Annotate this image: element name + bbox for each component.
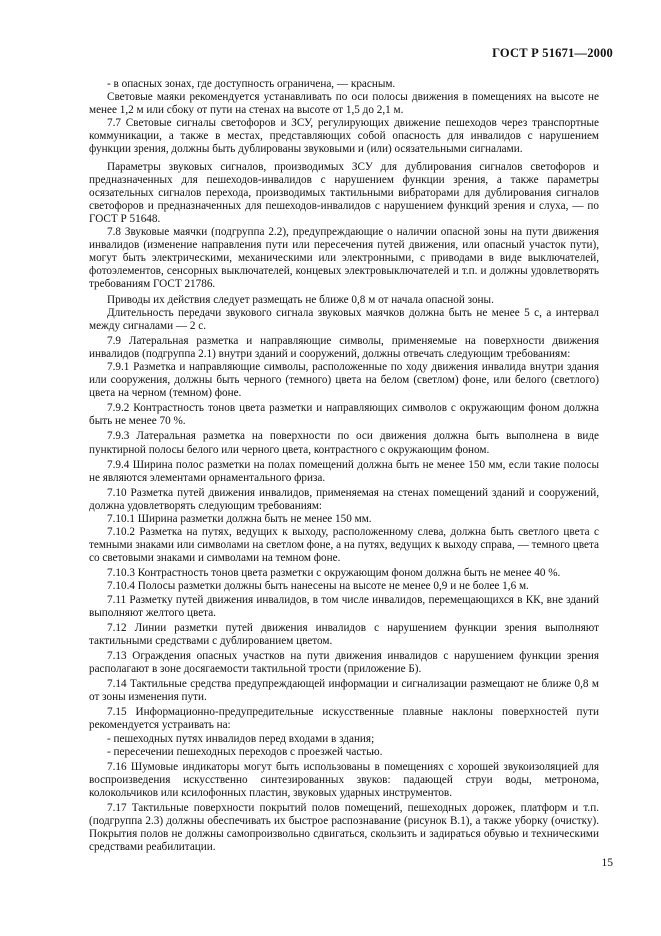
paragraph: Параметры звуковых сигналов, производимых ЗСУ для дублирования сигналов светофоров и предназначенных для пешеходов-инвалидов с нарушением функции зрения, а также параметры осязательных сигналов перехода, производимых тактильными вибраторами для дублирования сигналов светофоров и предназначенных для пешеходов-инвалидов с нарушением функций зрения и слуха, — по ГОСТ Р 51648. xyxy=(89,160,599,225)
page-number: 15 xyxy=(601,857,613,869)
paragraph: - в опасных зонах, где доступность ограничена, — красным. xyxy=(107,78,396,90)
paragraph: 7.10.3 Контрастность тонов цвета разметки с окружающим фоном должна быть не менее 40 %. xyxy=(107,567,561,580)
paragraph: 7.9.1 Разметка и направляющие символы, расположенные по ходу движения инвалида внутри здания или сооружения, должны быть черного (темного) цвета на белом (светлом) фоне, или белого (светлого) цвета на черном (темном) фоне. xyxy=(89,360,599,400)
paragraph: 7.8 Звуковые маячки (подгруппа 2.2), предупреждающие о наличии опасной зоны на пути движения инвалидов (изменение направления пути или пересечения путей движения, или опасный участок пути), могут быть электрическими, механическими или электронными, с приводами в виде выключателей, фотоэлементов, сенсорных выключателей, концевых электровыключателей и т.п. и должны удовлетворять требованиям ГОСТ 21786. xyxy=(89,226,599,291)
paragraph: Длительность передачи звукового сигнала звуковых маячков должна быть не менее 5 с, а интервал между сигналами — 2 с. xyxy=(89,306,599,332)
paragraph: 7.11 Разметку путей движения инвалидов, в том числе инвалидов, перемещающихся в КК, вне зданий выполняют желтого цвета. xyxy=(89,593,599,619)
document-body xyxy=(89,78,599,854)
document-header: ГОСТ Р 51671—2000 xyxy=(492,46,613,60)
paragraph: 7.9.3 Латеральная разметка на поверхности по оси движения должна быть выполнена в виде пунктирной полосы белого или черного цвета, контрастного с окружающим фоном. xyxy=(89,430,599,456)
paragraph: 7.9 Латеральная разметка и направляющие символы, применяемые на поверхности движения инвалидов (подгруппа 2.1) внутри зданий и сооружений, должны отвечать следующим требованиям: xyxy=(89,334,599,360)
paragraph: 7.9.4 Ширина полос разметки на полах помещений должна быть не менее 150 мм, если такие полосы не являются элементами орнаментального фриза. xyxy=(89,458,599,484)
paragraph: 7.9.2 Контрастность тонов цвета разметки и направляющих символов с окружающим фоном должна быть не менее 70 %. xyxy=(89,402,599,428)
paragraph: 7.10.1 Ширина разметки должна быть не менее 150 мм. xyxy=(107,513,372,525)
list-item: - пересечении пешеходных переходов с проезжей частью. xyxy=(107,745,383,758)
paragraph: 7.7 Световые сигналы светофоров и ЗСУ, регулирующих движение пешеходов через транспортные коммуникации, а также в местах, представляющих собой опасность для инвалидов с нарушением функции зрения, должны быть дублированы звуковыми и (или) осязательными сигналами. xyxy=(89,117,599,156)
paragraph: 7.10.2 Разметка на путях, ведущих к выходу, расположенному слева, должна быть светлого цвета с темными знаками или символами на светлом фоне, а на путях, ведущих к выходу справа, — темного цвета со световыми знаками и символами на темном фоне. xyxy=(89,526,599,565)
paragraph: 7.16 Шумовые индикаторы могут быть использованы в помещениях с хорошей звукоизоляцией для воспроизведения искусственно синтезированных звуков: падающей струи воды, метронома, колокольчиков или ксилофонных пластин, звуковых ударных инструментов. xyxy=(89,760,599,799)
paragraph: Световые маяки рекомендуется устанавливать по оси полосы движения в помещениях на высоте не менее 1,2 м или сбоку от пути на стенах на высоте от 1,5 до 2,1 м. xyxy=(89,91,599,117)
paragraph: 7.12 Линии разметки путей движения инвалидов с нарушением функции зрения выполняют тактильными средствами с дублированием цветом. xyxy=(89,621,599,647)
paragraph: 7.10 Разметка путей движения инвалидов, применяемая на стенах помещений зданий и сооружений, должна удовлетворять следующим требованиям: xyxy=(89,486,599,512)
paragraph: Приводы их действия следует размещать не ближе 0,8 м от начала опасной зоны. xyxy=(107,293,494,306)
paragraph: 7.15 Информационно-предупредительные искусственные плавные наклоны поверхностей пути рекомендуется устраивать на: xyxy=(89,706,599,732)
paragraph: 7.14 Тактильные средства предупреждающей информации и сигнализации размещают не ближе 0,8 м от зоны изменения пути. xyxy=(89,678,599,704)
paragraph: 7.10.4 Полосы разметки должны быть нанесены на высоте не менее 0,9 и не более 1,6 м. xyxy=(107,580,529,593)
list-item: - пешеходных путях инвалидов перед входами в здания; xyxy=(107,732,375,745)
paragraph: 7.13 Ограждения опасных участков на пути движения инвалидов с нарушением функции зрения располагают в зоне досягаемости тактильной трости (приложение Б). xyxy=(89,649,599,676)
paragraph: 7.17 Тактильные поверхности покрытий полов помещений, пешеходных дорожек, платформ и т.п. (подгруппа 2.3) должны обеспечивать их быстрое распознавание (рисунок В.1), а также уборку (очистку). Покрытия полов не должны самопроизвольно сдвигаться, скользить и задираться обувью и техническими средствами реабилитации. xyxy=(89,801,599,854)
